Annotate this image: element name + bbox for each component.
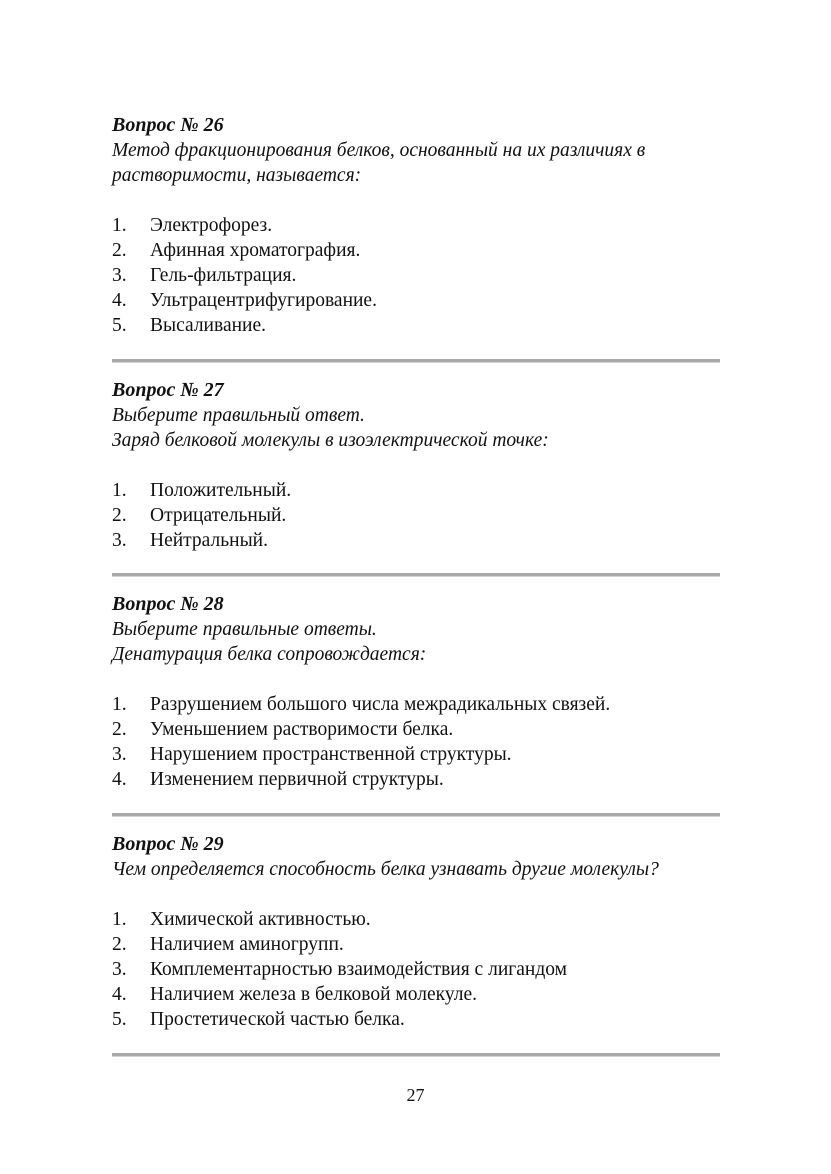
section-divider <box>112 1053 720 1057</box>
answer-text: Нейтральный. <box>150 530 268 551</box>
answer-number: 3. <box>112 530 127 551</box>
question-text-line: Метод фракционирования белков, основанный на их различиях в <box>112 140 646 161</box>
answer-option <box>112 313 722 338</box>
answer-option <box>112 742 722 767</box>
question-title: Вопрос № 26 <box>112 114 224 136</box>
answer-option <box>112 957 722 982</box>
answer-option <box>112 238 722 263</box>
answer-number: 3. <box>112 265 127 286</box>
question-29 <box>112 832 722 1057</box>
answer-number: 5. <box>112 1009 127 1030</box>
answer-list <box>112 692 722 792</box>
section-divider <box>112 573 720 577</box>
question-title: Вопрос № 27 <box>112 379 224 401</box>
question-text-line: Выберите правильный ответ. <box>112 405 365 426</box>
answer-option <box>112 907 722 932</box>
answer-number: 2. <box>112 240 127 261</box>
answer-number: 4. <box>112 769 127 790</box>
answer-option <box>112 503 722 528</box>
answer-option <box>112 692 722 717</box>
section-divider <box>112 813 720 817</box>
answer-text: Высаливание. <box>150 315 267 336</box>
answer-number: 2. <box>112 719 127 740</box>
answer-text: Наличием аминогрупп. <box>150 934 344 955</box>
page-number: 27 <box>406 1085 425 1105</box>
question-28 <box>112 592 722 817</box>
answer-option <box>112 717 722 742</box>
answer-option <box>112 767 722 792</box>
question-text-line: Выберите правильные ответы. <box>112 619 377 640</box>
answer-number: 1. <box>112 694 127 715</box>
answer-list <box>112 907 722 1032</box>
answer-list <box>112 213 722 338</box>
answer-text: Комплементарностью взаимодействия с лигандом <box>150 959 567 980</box>
question-text-line: растворимости, называется: <box>112 165 362 186</box>
question-27 <box>112 378 722 577</box>
answer-text: Афинная хроматография. <box>150 240 361 261</box>
answer-number: 4. <box>112 290 127 311</box>
answer-option <box>112 213 722 238</box>
question-text-line: Денатурация белка сопровождается: <box>112 644 427 665</box>
answer-option <box>112 263 722 288</box>
question-title: Вопрос № 29 <box>112 833 224 855</box>
answer-text: Отрицательный. <box>150 505 287 526</box>
answer-number: 4. <box>112 984 127 1005</box>
answer-number: 2. <box>112 505 127 526</box>
answer-text: Ультрацентрифугирование. <box>150 290 377 311</box>
answer-text: Разрушением большого числа межрадикальных связей. <box>150 694 611 715</box>
answer-text: Наличием железа в белковой молекуле. <box>150 984 477 1005</box>
answer-text: Нарушением пространственной структуры. <box>150 744 512 765</box>
answer-option <box>112 288 722 313</box>
answer-text: Гель-фильтрация. <box>150 265 297 286</box>
answer-text: Положительный. <box>150 480 292 501</box>
answer-number: 1. <box>112 480 127 501</box>
answer-number: 5. <box>112 315 127 336</box>
answer-text: Химической активностью. <box>150 909 371 930</box>
answer-number: 1. <box>112 909 127 930</box>
answer-number: 2. <box>112 934 127 955</box>
question-text-line: Чем определяется способность белка узнавать другие молекулы? <box>112 859 659 880</box>
answer-number: 3. <box>112 959 127 980</box>
answer-option <box>112 478 722 503</box>
answer-text: Электрофорез. <box>150 215 273 236</box>
answer-list <box>112 478 722 553</box>
section-divider <box>112 359 720 363</box>
answer-text: Изменением первичной структуры. <box>150 769 444 790</box>
answer-option <box>112 982 722 1007</box>
answer-option <box>112 1007 722 1032</box>
answer-text: Уменьшением растворимости белка. <box>150 719 454 740</box>
answer-number: 3. <box>112 744 127 765</box>
answer-text: Простетической частью белка. <box>150 1009 405 1030</box>
answer-option <box>112 932 722 957</box>
answer-option <box>112 528 722 553</box>
question-title: Вопрос № 28 <box>112 593 224 615</box>
answer-number: 1. <box>112 215 127 236</box>
question-26 <box>112 113 722 363</box>
document-page <box>112 113 722 1057</box>
question-text-line: Заряд белковой молекулы в изоэлектрической точке: <box>112 430 549 451</box>
